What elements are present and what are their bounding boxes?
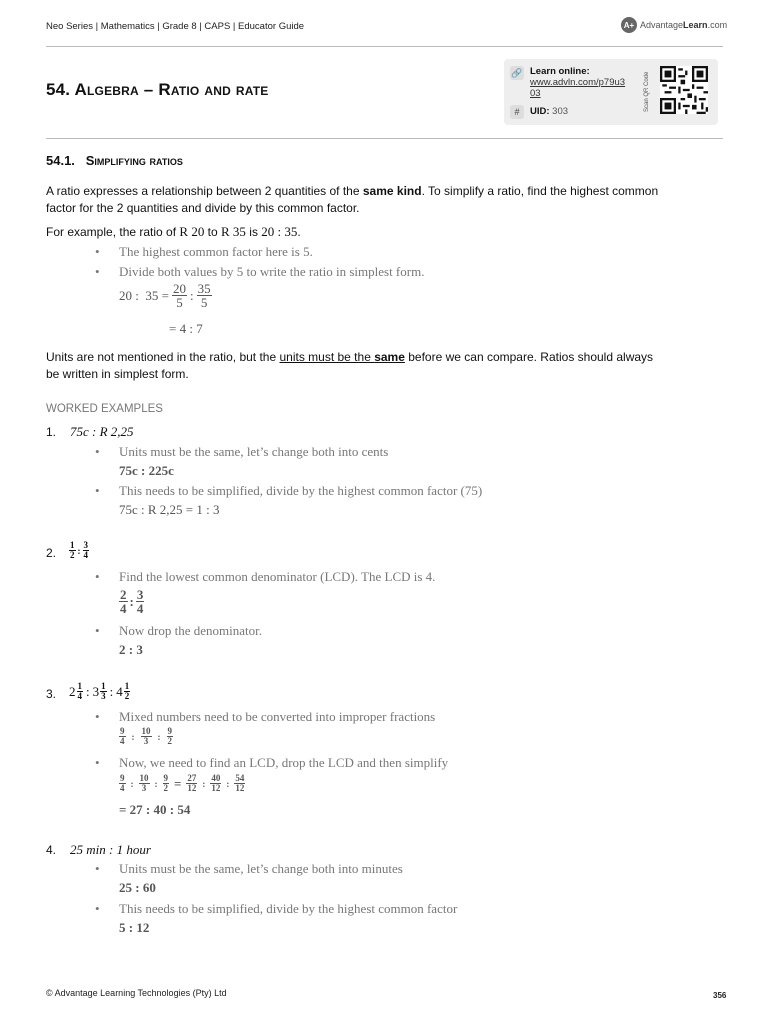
- example-2-step-2: 2 : 3: [119, 642, 143, 657]
- hash-icon: #: [510, 105, 524, 119]
- example-4-step-2: 5 : 12: [119, 920, 150, 935]
- qr-code-icon[interactable]: [660, 66, 708, 114]
- list-item: • This needs to be simplified, divide by the highest common factor: [97, 901, 457, 917]
- example-4-number: 4.: [46, 843, 57, 857]
- example-1-step-2: 75c : R 2,25 = 1 : 3: [119, 502, 220, 517]
- footer-copyright: © Advantage Learning Technologies (Pty) Ltd: [46, 988, 227, 998]
- example-3-step-3: = 27 : 40 : 54: [119, 802, 191, 817]
- list-item: • Units must be the same, let’s change both into cents: [97, 444, 388, 460]
- example-sentence: For example, the ratio of R 20 to R 35 is 20 : 35.: [46, 224, 301, 239]
- example-2-question: $\frac{1}{2}$ : $\frac{3}{4}$: [70, 540, 88, 560]
- equation-line-1: 20 : 35 = $\frac{20}{5}$ : $\frac{35}{5}$: [119, 281, 211, 310]
- example-2-step-1: $\frac{2}{4}$ : $\frac{3}{4}$: [120, 587, 144, 616]
- units-paragraph: Units are not mentioned in the ratio, but the units must be the same before we can compare. Ratios should always be written in simplest form.: [46, 350, 654, 381]
- example-1-step-1: 75c : 225c: [119, 463, 174, 478]
- list-item: • Units must be the same, let’s change both into minutes: [97, 861, 403, 877]
- page-title: 54. Algebra – Ratio and rate: [46, 80, 269, 99]
- logo-text: AdvantageLearn.com: [640, 20, 728, 30]
- section-heading: 54.1. Simplifying ratios: [46, 153, 183, 168]
- learn-online-label: Learn online:: [530, 66, 590, 77]
- example-3-number: 3.: [46, 687, 57, 701]
- header-rule: [46, 46, 723, 47]
- equation-line-2: = 4 : 7: [169, 321, 203, 336]
- a-plus-logo-icon: A+: [621, 17, 637, 33]
- list-item: • Now, we need to find an LCD, drop the LCD and then simplify: [97, 755, 448, 771]
- link-icon: 🔗: [510, 66, 524, 80]
- example-1-question: 75c : R 2,25: [70, 424, 134, 439]
- intro-paragraph: A ratio expresses a relationship between 2 quantities of the same kind. To simplify a ratio, find the highest common factor for the 2 quantities and divide by this common factor.: [46, 184, 659, 215]
- uid-label: UID:: [530, 106, 550, 117]
- example-2-number: 2.: [46, 546, 57, 560]
- learn-online-link[interactable]: www.advln.com/p79u3 03: [530, 77, 626, 99]
- title-rule: [46, 138, 723, 139]
- worked-examples-label: WORKED EXAMPLES: [46, 403, 163, 415]
- brand-logo[interactable]: [621, 17, 727, 33]
- list-item: • Now drop the denominator.: [97, 623, 262, 639]
- page-number: 356: [713, 991, 727, 1000]
- example-3-step-2: $\frac{9}{4}$ : $\frac{10}{3}$ : $\frac{9}{2}$ = $\frac{27}{12}$ : $\frac{40}{12}$ : $\frac{54}{12}$: [120, 773, 245, 793]
- list-item: • Find the lowest common denominator (LCD). The LCD is 4.: [97, 569, 435, 585]
- example-1-number: 1.: [46, 425, 57, 439]
- list-item: • The highest common factor here is 5.: [97, 244, 313, 260]
- example-4-step-1: 25 : 60: [119, 880, 156, 895]
- example-4-question: 25 min : 1 hour: [70, 842, 151, 857]
- list-item: • Divide both values by 5 to write the ratio in simplest form.: [97, 264, 424, 280]
- example-3-question: 2 $\frac{1}{4}$ : 3 $\frac{1}{3}$ : 4 $\frac{1}{2}$: [69, 681, 130, 701]
- list-item: • Mixed numbers need to be converted into improper fractions: [97, 709, 435, 725]
- list-item: • This needs to be simplified, divide by the highest common factor (75): [97, 483, 482, 499]
- header-breadcrumb: Neo Series | Mathematics | Grade 8 | CAPS | Educator Guide: [46, 21, 305, 32]
- uid-value: 303: [552, 106, 569, 117]
- example-3-step-1: $\frac{9}{4}$ : $\frac{10}{3}$ : $\frac{9}{2}$: [120, 726, 172, 746]
- qr-label: Scan QR Code: [644, 71, 650, 112]
